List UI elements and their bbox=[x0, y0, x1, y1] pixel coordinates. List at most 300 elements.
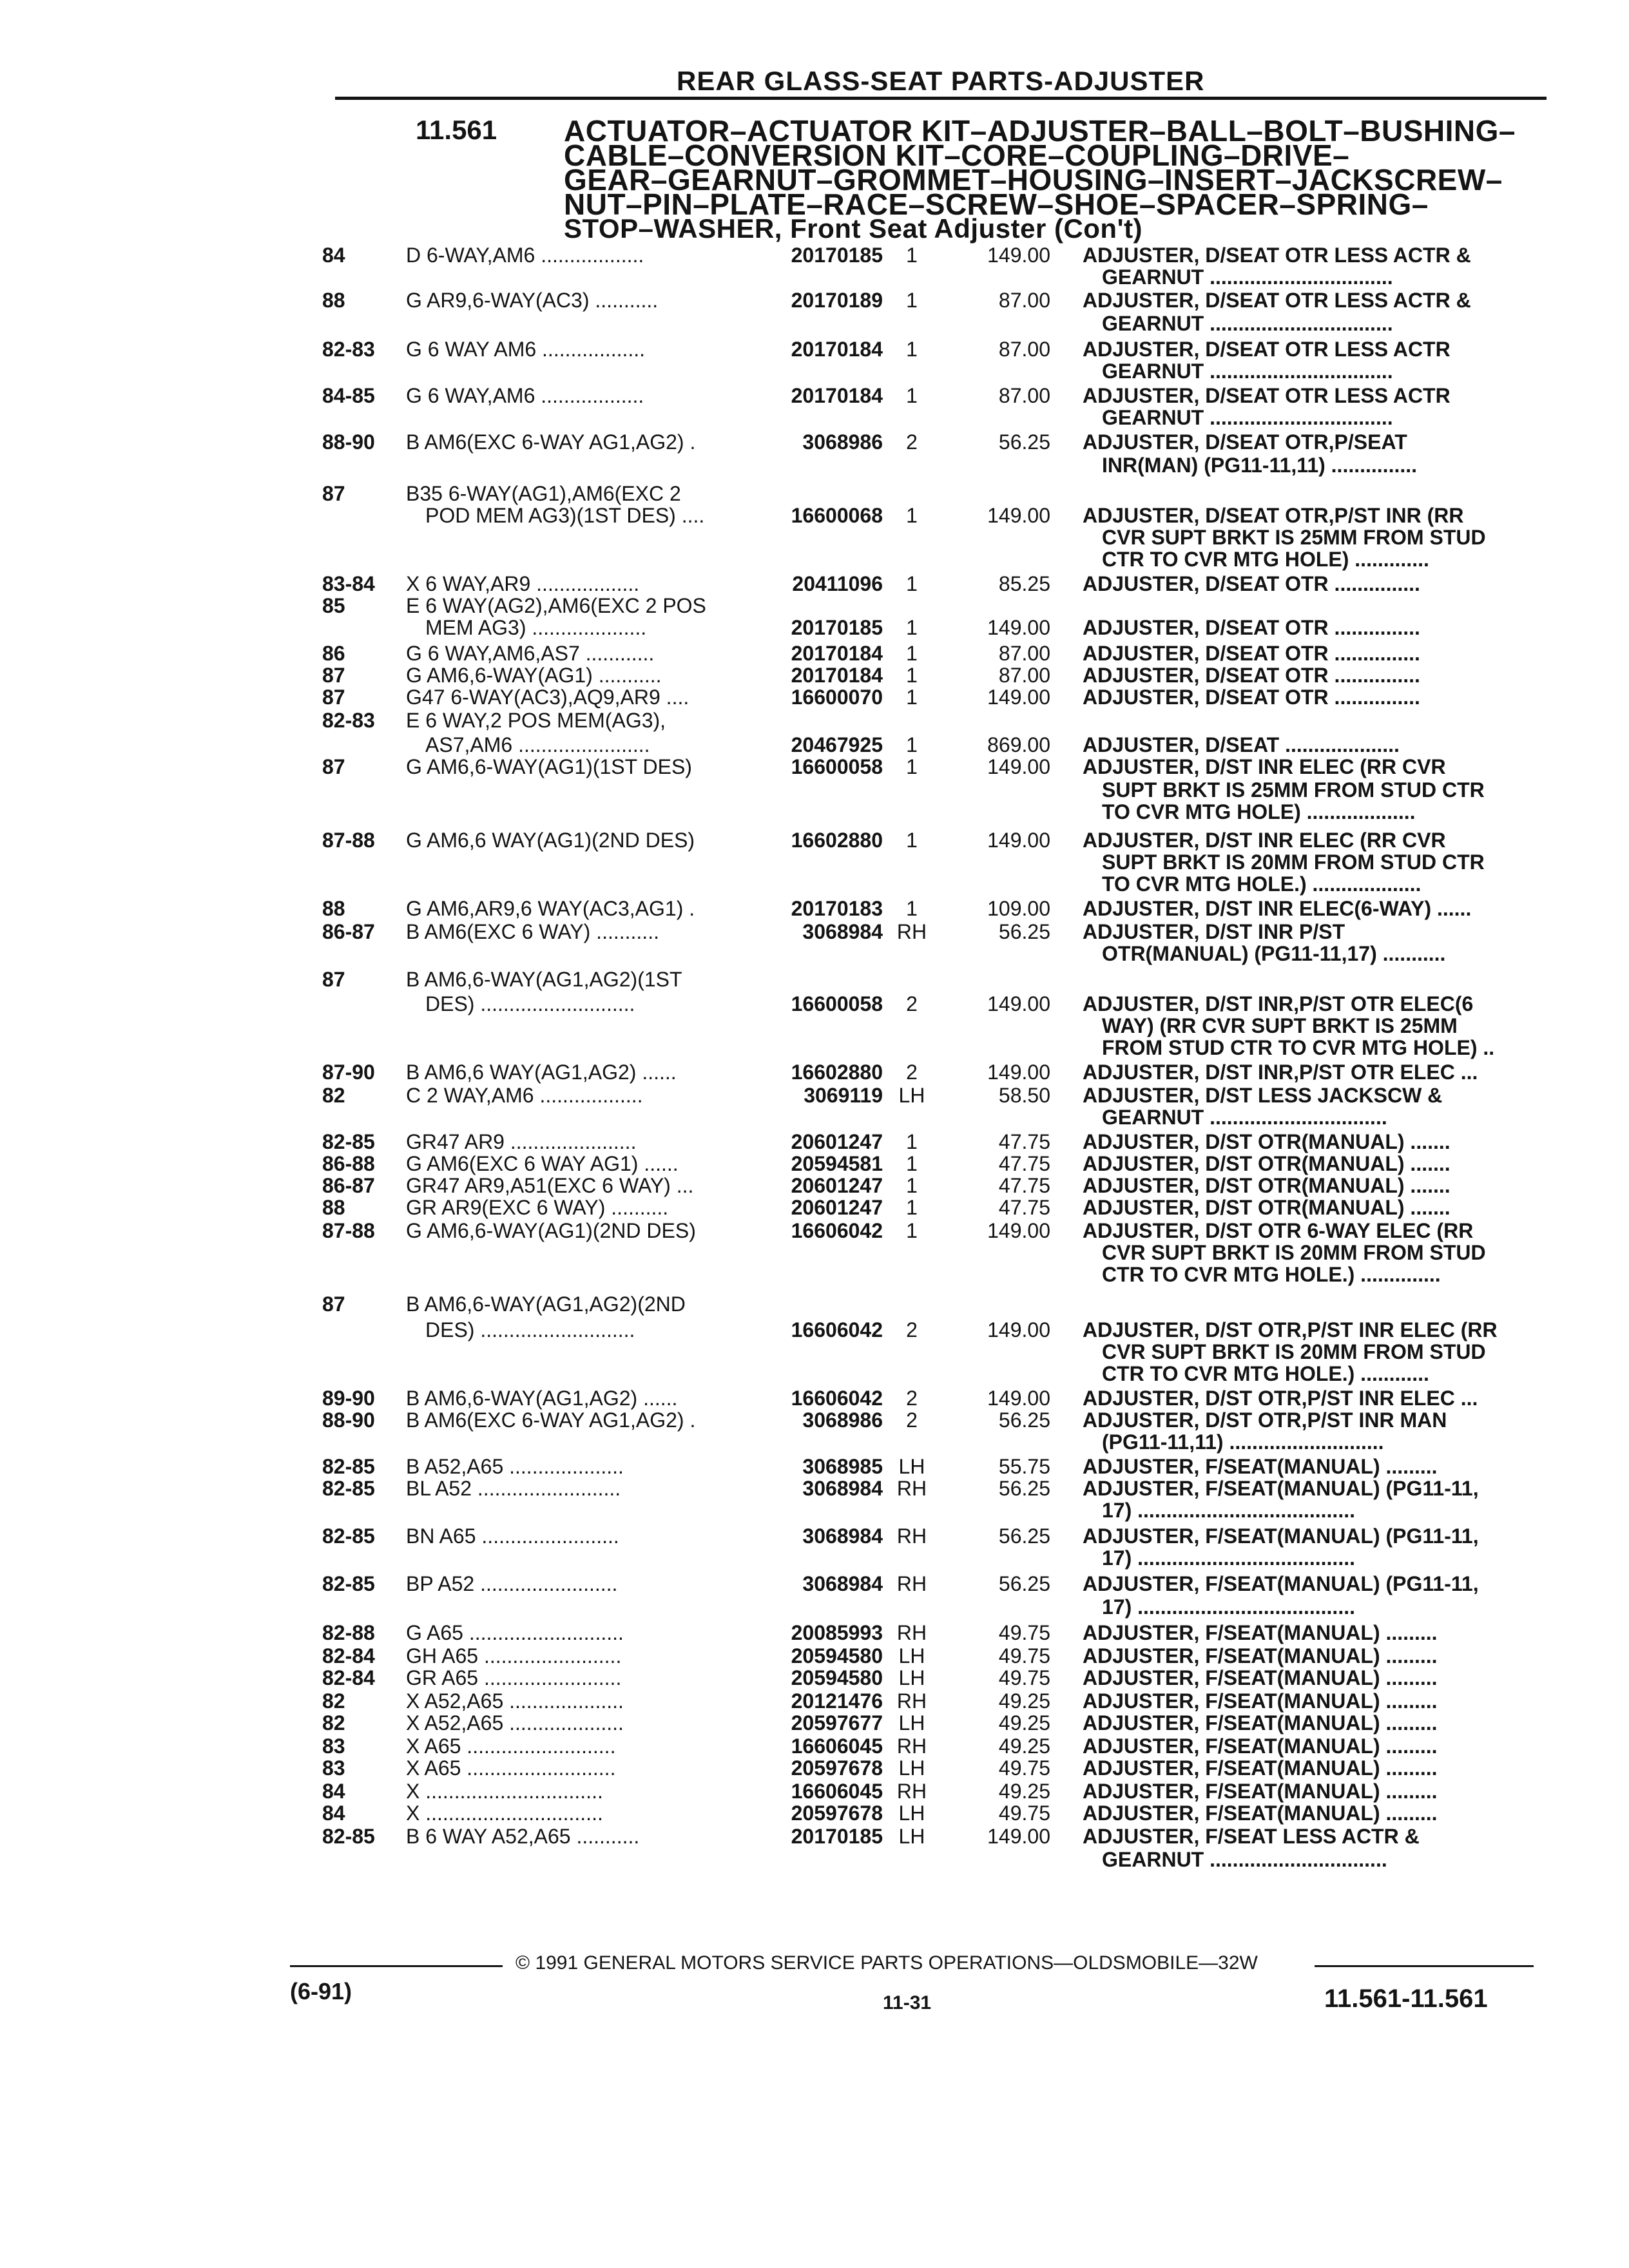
row-price: 87.00 bbox=[998, 664, 1050, 687]
row-quantity: RH bbox=[896, 1524, 927, 1548]
footer-date: (6-91) bbox=[290, 1978, 352, 2004]
row-application: X A65 .......................... bbox=[406, 1756, 616, 1780]
row-part-number: 16600068 bbox=[791, 504, 883, 527]
row-year: 82-85 bbox=[322, 1825, 375, 1848]
table-row bbox=[0, 1499, 1629, 1524]
row-year: 87-90 bbox=[322, 1061, 375, 1084]
row-application: GR47 AR9 ...................... bbox=[406, 1130, 637, 1153]
row-application: G AM6,AR9,6 WAY(AC3,AG1) . bbox=[406, 897, 695, 920]
row-quantity: LH bbox=[898, 1455, 925, 1478]
row-price: 49.75 bbox=[998, 1666, 1050, 1689]
row-quantity: 1 bbox=[906, 1130, 918, 1153]
row-application: G AM6,6-WAY(AG1) ........... bbox=[406, 664, 662, 687]
row-price: 149.00 bbox=[987, 1825, 1050, 1848]
row-part-number: 20085993 bbox=[791, 1621, 883, 1644]
row-application: G AM6,6-WAY(AG1)(1ST DES) bbox=[406, 755, 692, 778]
row-description: ADJUSTER, D/ST OTR,P/ST INR MAN bbox=[1083, 1408, 1447, 1432]
row-quantity: 1 bbox=[906, 642, 918, 665]
row-application: X A52,A65 .................... bbox=[406, 1711, 624, 1735]
row-quantity: LH bbox=[898, 1802, 925, 1825]
row-price: 49.75 bbox=[998, 1621, 1050, 1644]
row-year: 84 bbox=[322, 1802, 345, 1825]
row-price: 56.25 bbox=[998, 1572, 1050, 1595]
row-price: 149.00 bbox=[987, 992, 1050, 1015]
row-description: ADJUSTER, D/ST OTR(MANUAL) ....... bbox=[1083, 1196, 1451, 1219]
section-number: 11.561 bbox=[416, 115, 497, 145]
table-row bbox=[0, 360, 1629, 385]
row-quantity: 1 bbox=[906, 504, 918, 527]
footer-page-number: 11-31 bbox=[883, 1992, 932, 2013]
row-price: 85.25 bbox=[998, 572, 1050, 595]
row-application: G AM6,6-WAY(AG1)(2ND DES) bbox=[406, 1219, 696, 1242]
row-year: 87-88 bbox=[322, 829, 375, 852]
row-description: GEARNUT ................................ bbox=[1102, 312, 1393, 335]
row-application: G 6 WAY,AM6 .................. bbox=[406, 384, 644, 407]
row-quantity: 1 bbox=[906, 616, 918, 639]
row-quantity: LH bbox=[898, 1084, 925, 1107]
row-description: ADJUSTER, D/SEAT .................... bbox=[1083, 733, 1400, 756]
row-year: 83 bbox=[322, 1756, 345, 1780]
row-price: 47.75 bbox=[998, 1174, 1050, 1197]
row-year: 84-85 bbox=[322, 384, 375, 407]
row-year: 87 bbox=[322, 968, 345, 991]
row-year: 88 bbox=[322, 1196, 345, 1219]
row-quantity: 1 bbox=[906, 755, 918, 778]
footer-section-range: 11.561-11.561 bbox=[1324, 1984, 1488, 2013]
section-description-line: GEAR–GEARNUT–GROMMET–HOUSING–INSERT–JACKSCREW– bbox=[564, 163, 1503, 197]
row-part-number: 20170184 bbox=[791, 384, 883, 407]
row-application: E 6 WAY,2 POS MEM(AG3), bbox=[406, 709, 666, 732]
table-row bbox=[0, 1546, 1629, 1572]
row-part-number: 20601247 bbox=[791, 1196, 883, 1219]
table-row bbox=[0, 1036, 1629, 1062]
row-description: ADJUSTER, F/SEAT(MANUAL) ......... bbox=[1083, 1802, 1438, 1825]
row-part-number: 3068984 bbox=[802, 1572, 883, 1595]
row-part-number: 20601247 bbox=[791, 1174, 883, 1197]
row-description: OTR(MANUAL) (PG11-11,17) ........... bbox=[1102, 942, 1446, 965]
row-description: GEARNUT ................................ bbox=[1102, 360, 1393, 383]
row-description: ADJUSTER, D/SEAT OTR ............... bbox=[1083, 616, 1420, 639]
row-year: 82-83 bbox=[322, 709, 375, 732]
row-application: X 6 WAY,AR9 .................. bbox=[406, 572, 640, 595]
row-application: B 6 WAY A52,A65 ........... bbox=[406, 1825, 640, 1848]
row-price: 49.25 bbox=[998, 1711, 1050, 1735]
row-year: 86-87 bbox=[322, 920, 375, 943]
row-description: ADJUSTER, D/SEAT OTR LESS ACTR & bbox=[1083, 244, 1471, 267]
row-application: B AM6,6-WAY(AG1,AG2) ...... bbox=[406, 1387, 678, 1410]
row-price: 47.75 bbox=[998, 1130, 1050, 1153]
row-description: CTR TO CVR MTG HOLE) ............. bbox=[1102, 548, 1429, 571]
row-quantity: 1 bbox=[906, 897, 918, 920]
row-price: 149.00 bbox=[987, 1318, 1050, 1341]
row-application: AS7,AM6 ....................... bbox=[425, 733, 650, 756]
table-row bbox=[0, 755, 1629, 781]
table-row bbox=[0, 616, 1629, 642]
row-application: E 6 WAY(AG2),AM6(EXC 2 POS bbox=[406, 594, 706, 617]
row-application: B AM6(EXC 6 WAY) ........... bbox=[406, 920, 659, 943]
row-year: 85 bbox=[322, 594, 345, 617]
row-description: CVR SUPT BRKT IS 20MM FROM STUD bbox=[1102, 1340, 1486, 1363]
table-row bbox=[0, 289, 1629, 314]
row-quantity: 2 bbox=[906, 1061, 918, 1084]
row-application: X ............................... bbox=[406, 1802, 603, 1825]
row-description: ADJUSTER, F/SEAT LESS ACTR & bbox=[1083, 1825, 1420, 1848]
row-description: SUPT BRKT IS 20MM FROM STUD CTR bbox=[1102, 850, 1485, 874]
row-part-number: 3068984 bbox=[802, 920, 883, 943]
row-year: 87 bbox=[322, 686, 345, 709]
row-description: ADJUSTER, D/ST OTR(MANUAL) ....... bbox=[1083, 1152, 1451, 1175]
row-part-number: 20594580 bbox=[791, 1666, 883, 1689]
row-price: 149.00 bbox=[987, 1387, 1050, 1410]
table-row bbox=[0, 686, 1629, 711]
table-row bbox=[0, 1293, 1629, 1318]
row-quantity: 1 bbox=[906, 338, 918, 361]
row-quantity: 1 bbox=[906, 289, 918, 312]
row-application: B A52,A65 .................... bbox=[406, 1455, 624, 1478]
row-part-number: 16600070 bbox=[791, 686, 883, 709]
row-application: B AM6(EXC 6-WAY AG1,AG2) . bbox=[406, 430, 696, 454]
row-year: 87 bbox=[322, 1293, 345, 1316]
row-description: ADJUSTER, D/ST OTR,P/ST INR ELEC (RR bbox=[1083, 1318, 1498, 1341]
row-year: 82-84 bbox=[322, 1644, 375, 1667]
row-application: X A65 .......................... bbox=[406, 1735, 616, 1758]
table-row bbox=[0, 406, 1629, 432]
row-quantity: 2 bbox=[906, 992, 918, 1015]
row-year: 88-90 bbox=[322, 1408, 375, 1432]
row-part-number: 20597677 bbox=[791, 1711, 883, 1735]
row-description: ADJUSTER, F/SEAT(MANUAL) ......... bbox=[1083, 1689, 1438, 1713]
row-price: 109.00 bbox=[987, 897, 1050, 920]
row-description: ADJUSTER, F/SEAT(MANUAL) ......... bbox=[1083, 1644, 1438, 1667]
row-description: ADJUSTER, D/SEAT OTR ............... bbox=[1083, 642, 1420, 665]
row-quantity: 1 bbox=[906, 244, 918, 267]
row-description: CVR SUPT BRKT IS 25MM FROM STUD bbox=[1102, 526, 1486, 549]
row-year: 87 bbox=[322, 755, 345, 778]
row-description: GEARNUT ................................ bbox=[1102, 406, 1393, 429]
table-row bbox=[0, 1756, 1629, 1782]
row-year: 83 bbox=[322, 1735, 345, 1758]
row-price: 87.00 bbox=[998, 642, 1050, 665]
row-quantity: RH bbox=[896, 1735, 927, 1758]
row-year: 82-85 bbox=[322, 1524, 375, 1548]
row-quantity: LH bbox=[898, 1644, 925, 1667]
row-price: 58.50 bbox=[998, 1084, 1050, 1107]
row-year: 82-85 bbox=[322, 1572, 375, 1595]
row-quantity: 1 bbox=[906, 572, 918, 595]
section-description-line: STOP–WASHER, Front Seat Adjuster (Con't) bbox=[564, 213, 1143, 244]
row-price: 149.00 bbox=[987, 244, 1050, 267]
row-price: 49.25 bbox=[998, 1735, 1050, 1758]
row-part-number: 3068984 bbox=[802, 1524, 883, 1548]
row-part-number: 3068986 bbox=[802, 1408, 883, 1432]
section-description-line: NUT–PIN–PLATE–RACE–SCREW–SHOE–SPACER–SPRING– bbox=[564, 187, 1429, 221]
row-price: 149.00 bbox=[987, 616, 1050, 639]
table-row bbox=[0, 1362, 1629, 1388]
table-row bbox=[0, 1061, 1629, 1086]
row-quantity: 1 bbox=[906, 1152, 918, 1175]
row-description: ADJUSTER, D/ST OTR 6-WAY ELEC (RR bbox=[1083, 1219, 1474, 1242]
row-year: 82-84 bbox=[322, 1666, 375, 1689]
row-price: 149.00 bbox=[987, 1219, 1050, 1242]
row-year: 82 bbox=[322, 1689, 345, 1713]
row-description: ADJUSTER, D/ST LESS JACKSCW & bbox=[1083, 1084, 1443, 1107]
row-price: 87.00 bbox=[998, 289, 1050, 312]
row-application: B AM6,6-WAY(AG1,AG2)(1ST bbox=[406, 968, 682, 991]
row-part-number: 16602880 bbox=[791, 829, 883, 852]
row-quantity: 2 bbox=[906, 1318, 918, 1341]
row-description: ADJUSTER, D/ST INR ELEC (RR CVR bbox=[1083, 829, 1446, 852]
row-description: (PG11-11,11) ........................... bbox=[1102, 1430, 1384, 1454]
row-application: BP A52 ........................ bbox=[406, 1572, 618, 1595]
row-description: ADJUSTER, F/SEAT(MANUAL) (PG11-11, bbox=[1083, 1572, 1479, 1595]
row-description: ADJUSTER, F/SEAT(MANUAL) ......... bbox=[1083, 1735, 1438, 1758]
row-description: GEARNUT ............................... bbox=[1102, 1106, 1387, 1129]
row-quantity: RH bbox=[896, 1572, 927, 1595]
table-row bbox=[0, 1621, 1629, 1647]
row-application: B AM6,6 WAY(AG1,AG2) ...... bbox=[406, 1061, 677, 1084]
table-row bbox=[0, 968, 1629, 994]
row-price: 149.00 bbox=[987, 755, 1050, 778]
row-part-number: 16606045 bbox=[791, 1780, 883, 1803]
row-quantity: LH bbox=[898, 1666, 925, 1689]
table-row bbox=[0, 1711, 1629, 1737]
row-description: ADJUSTER, D/SEAT OTR ............... bbox=[1083, 686, 1420, 709]
row-description: 17) ...................................... bbox=[1102, 1546, 1355, 1570]
section-description-line: ACTUATOR–ACTUATOR KIT–ADJUSTER–BALL–BOLT–BUSHING– bbox=[564, 114, 1516, 148]
row-part-number: 16606042 bbox=[791, 1318, 883, 1341]
row-quantity: 2 bbox=[906, 430, 918, 454]
row-application: DES) ........................... bbox=[425, 992, 635, 1015]
row-price: 56.25 bbox=[998, 920, 1050, 943]
row-application: GR47 AR9,A51(EXC 6 WAY) ... bbox=[406, 1174, 694, 1197]
row-year: 83-84 bbox=[322, 572, 375, 595]
row-application: G 6 WAY,AM6,AS7 ............ bbox=[406, 642, 655, 665]
row-description: GEARNUT ............................... bbox=[1102, 1848, 1387, 1871]
row-price: 49.75 bbox=[998, 1644, 1050, 1667]
row-price: 47.75 bbox=[998, 1152, 1050, 1175]
row-application: G 6 WAY AM6 .................. bbox=[406, 338, 646, 361]
row-part-number: 16600058 bbox=[791, 992, 883, 1015]
row-description: CTR TO CVR MTG HOLE.) ............ bbox=[1102, 1362, 1429, 1385]
row-application: B AM6(EXC 6-WAY AG1,AG2) . bbox=[406, 1408, 696, 1432]
table-row bbox=[0, 942, 1629, 968]
row-description: ADJUSTER, D/SEAT OTR,P/SEAT bbox=[1083, 430, 1407, 454]
row-application: B AM6,6-WAY(AG1,AG2)(2ND bbox=[406, 1293, 686, 1316]
row-description: ADJUSTER, D/SEAT OTR ............... bbox=[1083, 572, 1420, 595]
row-description: WAY) (RR CVR SUPT BRKT IS 25MM bbox=[1102, 1014, 1458, 1037]
row-part-number: 20170184 bbox=[791, 642, 883, 665]
row-year: 84 bbox=[322, 244, 345, 267]
row-application: DES) ........................... bbox=[425, 1318, 635, 1341]
row-description: ADJUSTER, F/SEAT(MANUAL) ......... bbox=[1083, 1711, 1438, 1735]
row-description: ADJUSTER, D/ST INR ELEC(6-WAY) ...... bbox=[1083, 897, 1472, 920]
footer-rule-left bbox=[290, 1965, 503, 1967]
row-quantity: RH bbox=[896, 1621, 927, 1644]
row-description: CVR SUPT BRKT IS 20MM FROM STUD bbox=[1102, 1241, 1486, 1264]
row-application: X ............................... bbox=[406, 1780, 603, 1803]
row-description: ADJUSTER, D/SEAT OTR ............... bbox=[1083, 664, 1420, 687]
row-part-number: 20121476 bbox=[791, 1689, 883, 1713]
row-year: 82-85 bbox=[322, 1455, 375, 1478]
row-quantity: 1 bbox=[906, 1174, 918, 1197]
table-row bbox=[0, 312, 1629, 338]
row-quantity: 1 bbox=[906, 664, 918, 687]
footer-rule-right bbox=[1315, 1965, 1534, 1967]
row-description: ADJUSTER, D/ST OTR,P/ST INR ELEC ... bbox=[1083, 1387, 1478, 1410]
row-application: B35 6-WAY(AG1),AM6(EXC 2 bbox=[406, 482, 681, 505]
row-part-number: 16606045 bbox=[791, 1735, 883, 1758]
row-part-number: 20170183 bbox=[791, 897, 883, 920]
table-row bbox=[0, 1802, 1629, 1827]
row-quantity: 1 bbox=[906, 686, 918, 709]
row-quantity: RH bbox=[896, 1689, 927, 1713]
row-description: ADJUSTER, F/SEAT(MANUAL) ......... bbox=[1083, 1780, 1438, 1803]
table-row bbox=[0, 1106, 1629, 1131]
row-price: 49.25 bbox=[998, 1689, 1050, 1713]
row-price: 49.75 bbox=[998, 1802, 1050, 1825]
row-part-number: 20170185 bbox=[791, 244, 883, 267]
row-application: GH A65 ........................ bbox=[406, 1644, 622, 1667]
row-year: 89-90 bbox=[322, 1387, 375, 1410]
row-year: 86 bbox=[322, 642, 345, 665]
row-description: 17) ...................................... bbox=[1102, 1595, 1355, 1619]
row-year: 87-88 bbox=[322, 1219, 375, 1242]
row-part-number: 16602880 bbox=[791, 1061, 883, 1084]
row-application: GR AR9(EXC 6 WAY) .......... bbox=[406, 1196, 669, 1219]
row-description: ADJUSTER, D/SEAT OTR,P/ST INR (RR bbox=[1083, 504, 1464, 527]
row-quantity: 1 bbox=[906, 1219, 918, 1242]
row-year: 82-85 bbox=[322, 1477, 375, 1500]
row-price: 56.25 bbox=[998, 1408, 1050, 1432]
row-quantity: LH bbox=[898, 1756, 925, 1780]
row-part-number: 20601247 bbox=[791, 1130, 883, 1153]
row-price: 49.75 bbox=[998, 1756, 1050, 1780]
row-description: FROM STUD CTR TO CVR MTG HOLE) .. bbox=[1102, 1036, 1495, 1059]
row-price: 149.00 bbox=[987, 686, 1050, 709]
row-part-number: 20411096 bbox=[792, 572, 883, 595]
row-description: ADJUSTER, D/SEAT OTR LESS ACTR bbox=[1083, 338, 1451, 361]
row-description: ADJUSTER, F/SEAT(MANUAL) ......... bbox=[1083, 1621, 1438, 1644]
row-quantity: LH bbox=[898, 1825, 925, 1848]
row-description: CTR TO CVR MTG HOLE.) .............. bbox=[1102, 1263, 1441, 1286]
row-part-number: 16606042 bbox=[791, 1387, 883, 1410]
row-year: 87 bbox=[322, 482, 345, 505]
row-year: 88-90 bbox=[322, 430, 375, 454]
row-year: 82-83 bbox=[322, 338, 375, 361]
row-application: BN A65 ........................ bbox=[406, 1524, 619, 1548]
table-row bbox=[0, 1196, 1629, 1222]
row-part-number: 3068986 bbox=[802, 430, 883, 454]
row-quantity: 1 bbox=[906, 733, 918, 756]
row-part-number: 20594580 bbox=[791, 1644, 883, 1667]
row-application: C 2 WAY,AM6 .................. bbox=[406, 1084, 643, 1107]
page-header-title: REAR GLASS-SEAT PARTS-ADJUSTER bbox=[677, 66, 1205, 96]
row-description: TO CVR MTG HOLE) ................... bbox=[1102, 800, 1416, 823]
row-description: ADJUSTER, D/ST OTR(MANUAL) ....... bbox=[1083, 1174, 1451, 1197]
row-description: TO CVR MTG HOLE.) ................... bbox=[1102, 872, 1422, 896]
table-row bbox=[0, 1595, 1629, 1621]
row-quantity: 2 bbox=[906, 1387, 918, 1410]
row-application: G A65 ........................... bbox=[406, 1621, 624, 1644]
row-quantity: 1 bbox=[906, 1196, 918, 1219]
row-quantity: RH bbox=[896, 1477, 927, 1500]
table-row bbox=[0, 430, 1629, 456]
row-description: SUPT BRKT IS 25MM FROM STUD CTR bbox=[1102, 778, 1485, 802]
row-part-number: 20170184 bbox=[791, 338, 883, 361]
table-row bbox=[0, 454, 1629, 479]
row-year: 82 bbox=[322, 1084, 345, 1107]
row-price: 149.00 bbox=[987, 504, 1050, 527]
row-application: G AM6,6 WAY(AG1)(2ND DES) bbox=[406, 829, 695, 852]
row-year: 84 bbox=[322, 1780, 345, 1803]
row-part-number: 16600058 bbox=[791, 755, 883, 778]
row-application: G AM6(EXC 6 WAY AG1) ...... bbox=[406, 1152, 679, 1175]
row-part-number: 16606042 bbox=[791, 1219, 883, 1242]
row-part-number: 3069119 bbox=[804, 1084, 883, 1107]
row-price: 149.00 bbox=[987, 829, 1050, 852]
row-description: ADJUSTER, F/SEAT(MANUAL) (PG11-11, bbox=[1083, 1477, 1479, 1500]
row-application: X A52,A65 .................... bbox=[406, 1689, 624, 1713]
table-row bbox=[0, 265, 1629, 291]
row-part-number: 3068984 bbox=[802, 1477, 883, 1500]
row-quantity: RH bbox=[896, 1780, 927, 1803]
row-description: ADJUSTER, F/SEAT(MANUAL) ......... bbox=[1083, 1756, 1438, 1780]
row-year: 87 bbox=[322, 664, 345, 687]
row-quantity: 1 bbox=[906, 384, 918, 407]
row-description: ADJUSTER, D/ST INR P/ST bbox=[1083, 920, 1345, 943]
table-row bbox=[0, 1430, 1629, 1456]
row-year: 82 bbox=[322, 1711, 345, 1735]
row-description: ADJUSTER, D/SEAT OTR LESS ACTR bbox=[1083, 384, 1451, 407]
row-description: ADJUSTER, D/ST INR,P/ST OTR ELEC(6 bbox=[1083, 992, 1474, 1015]
row-year: 86-87 bbox=[322, 1174, 375, 1197]
table-row bbox=[0, 800, 1629, 826]
table-row bbox=[0, 1666, 1629, 1692]
row-part-number: 20467925 bbox=[791, 733, 883, 756]
row-year: 88 bbox=[322, 289, 345, 312]
row-application: BL A52 ......................... bbox=[406, 1477, 621, 1500]
row-year: 86-88 bbox=[322, 1152, 375, 1175]
row-description: ADJUSTER, D/ST OTR(MANUAL) ....... bbox=[1083, 1130, 1451, 1153]
row-quantity: LH bbox=[898, 1711, 925, 1735]
row-quantity: 2 bbox=[906, 1408, 918, 1432]
row-price: 47.75 bbox=[998, 1196, 1050, 1219]
row-description: ADJUSTER, D/ST INR,P/ST OTR ELEC ... bbox=[1083, 1061, 1478, 1084]
row-application: D 6-WAY,AM6 .................. bbox=[406, 244, 644, 267]
table-row bbox=[0, 1848, 1629, 1874]
row-year: 82-85 bbox=[322, 1130, 375, 1153]
table-row bbox=[0, 548, 1629, 573]
row-application: GR A65 ........................ bbox=[406, 1666, 622, 1689]
footer-copyright: © 1991 GENERAL MOTORS SERVICE PARTS OPERATIONS—OLDSMOBILE—32W bbox=[516, 1952, 1258, 1974]
table-row bbox=[0, 709, 1629, 735]
table-row bbox=[0, 897, 1629, 923]
table-row bbox=[0, 1572, 1629, 1598]
table-row bbox=[0, 872, 1629, 898]
row-part-number: 20594581 bbox=[791, 1152, 883, 1175]
row-description: ADJUSTER, F/SEAT(MANUAL) ......... bbox=[1083, 1455, 1438, 1478]
row-description: ADJUSTER, F/SEAT(MANUAL) (PG11-11, bbox=[1083, 1524, 1479, 1548]
row-part-number: 20597678 bbox=[791, 1756, 883, 1780]
row-application: G47 6-WAY(AC3),AQ9,AR9 .... bbox=[406, 686, 689, 709]
row-part-number: 3068985 bbox=[802, 1455, 883, 1478]
row-application: MEM AG3) .................... bbox=[425, 616, 647, 639]
table-row bbox=[0, 1263, 1629, 1289]
row-year: 82-88 bbox=[322, 1621, 375, 1644]
row-quantity: 1 bbox=[906, 829, 918, 852]
row-price: 87.00 bbox=[998, 338, 1050, 361]
row-description: GEARNUT ................................ bbox=[1102, 265, 1393, 289]
